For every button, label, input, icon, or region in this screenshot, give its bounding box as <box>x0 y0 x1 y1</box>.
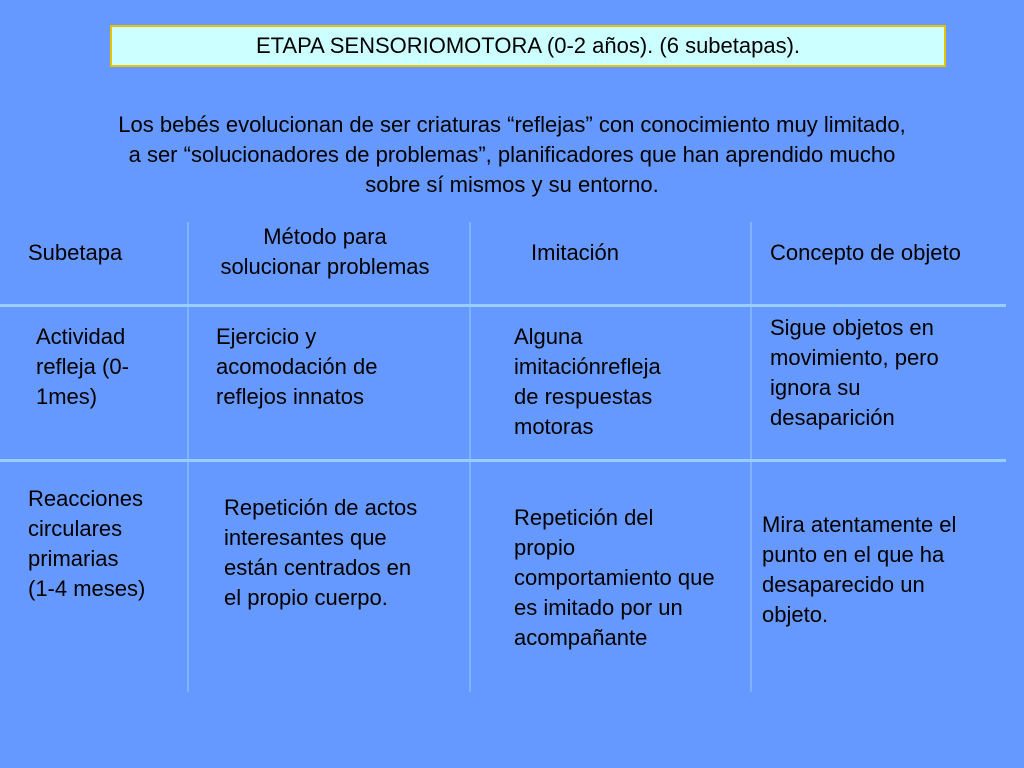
table-column-divider <box>469 222 471 692</box>
table-cell-row2-imitacion <box>514 503 715 653</box>
intro-paragraph <box>40 110 984 200</box>
header-line: Subetapa <box>28 240 123 265</box>
cell-line: Repetición de actos <box>224 495 418 520</box>
cell-line: circulares <box>28 516 123 541</box>
table-header-subetapa <box>28 238 122 268</box>
cell-line: (1-4 meses) <box>28 576 146 601</box>
intro-line: sobre sí mismos y su entorno. <box>365 172 659 197</box>
cell-line: imitaciónrefleja <box>514 354 661 379</box>
cell-line: de respuestas <box>514 384 653 409</box>
intro-line: Los bebés evolucionan de ser criaturas “reflejas” con conocimiento muy limitado, <box>118 112 906 137</box>
table-column-divider <box>187 222 189 692</box>
cell-line: Alguna <box>514 324 583 349</box>
cell-line: comportamiento que <box>514 565 715 590</box>
table-cell-row1-subetapa <box>36 322 129 412</box>
cell-line: acompañante <box>514 625 648 650</box>
cell-line: objeto. <box>762 602 829 627</box>
table-header-concepto <box>770 238 961 268</box>
cell-line: Mira atentamente el <box>762 512 957 537</box>
cell-line: Ejercicio y <box>216 324 317 349</box>
cell-line: interesantes que <box>224 525 387 550</box>
table-cell-row2-subetapa <box>28 484 145 604</box>
cell-line: están centrados en <box>224 555 412 580</box>
table-cell-row1-metodo <box>216 322 377 412</box>
header-line: Método para <box>263 224 387 249</box>
slide-title <box>110 25 946 67</box>
cell-line: refleja (0- <box>36 354 129 379</box>
cell-line: desaparición <box>770 405 895 430</box>
table-header-metodo <box>195 222 455 282</box>
cell-line: acomodación de <box>216 354 378 379</box>
table-cell-row2-concepto <box>762 510 956 630</box>
slide-title-text: ETAPA SENSORIOMOTORA (0-2 años). (6 subetapas). <box>255 33 801 58</box>
header-line: Imitación <box>531 240 620 265</box>
cell-line: 1mes) <box>36 384 98 409</box>
cell-line: punto en el que ha <box>762 542 945 567</box>
cell-line: es imitado por un <box>514 595 683 620</box>
cell-line: motoras <box>514 414 594 439</box>
table-row-divider <box>0 459 1006 462</box>
cell-line: primarias <box>28 546 119 571</box>
cell-line: Sigue objetos en <box>770 315 934 340</box>
table-cell-row1-concepto <box>770 313 939 433</box>
cell-line: Reacciones <box>28 486 143 511</box>
cell-line: desaparecido un <box>762 572 925 597</box>
cell-line: el propio cuerpo. <box>224 585 388 610</box>
table-header-imitacion <box>531 238 619 268</box>
cell-line: Repetición del <box>514 505 654 530</box>
cell-line: movimiento, pero <box>770 345 939 370</box>
table-row-divider <box>0 304 1006 307</box>
table-column-divider <box>750 222 752 692</box>
cell-line: ignora su <box>770 375 861 400</box>
table-cell-row2-metodo <box>224 493 417 613</box>
intro-line: a ser “solucionadores de problemas”, planificadores que han aprendido mucho <box>128 142 896 167</box>
header-line: solucionar problemas <box>220 254 430 279</box>
header-line: Concepto de objeto <box>770 240 961 265</box>
cell-line: propio <box>514 535 576 560</box>
table-cell-row1-imitacion <box>514 322 661 442</box>
cell-line: reflejos innatos <box>216 384 364 409</box>
cell-line: Actividad <box>36 324 126 349</box>
